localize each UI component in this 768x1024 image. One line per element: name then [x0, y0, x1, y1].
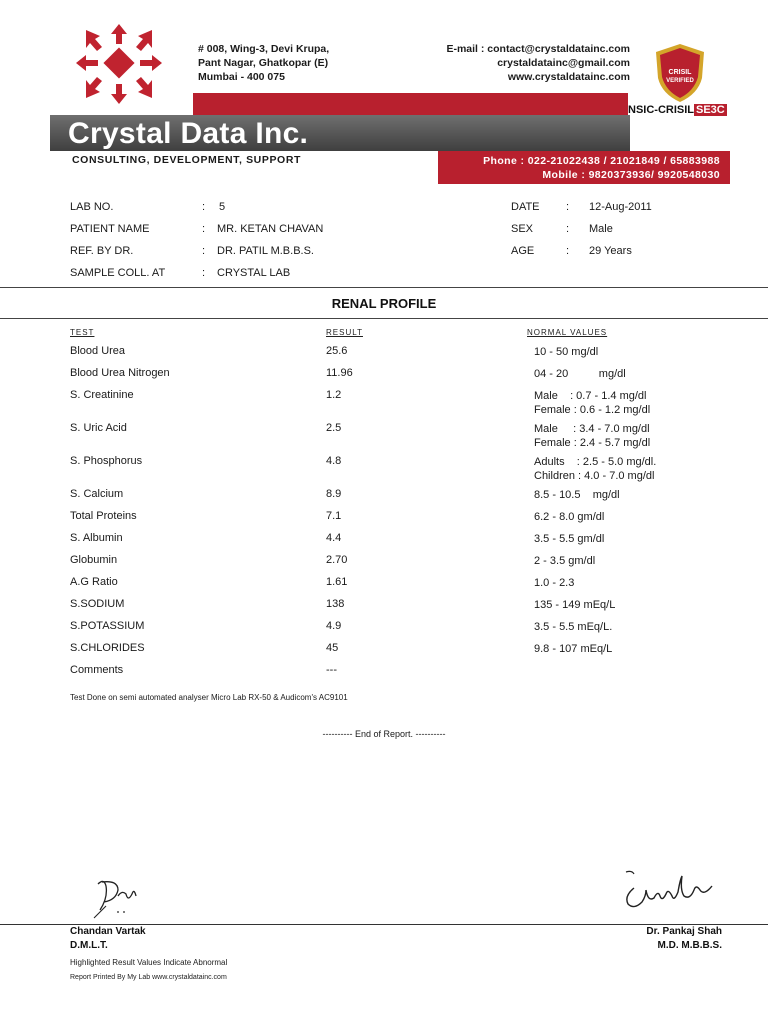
nsic-label: NSIC-CRISIL: [628, 104, 694, 116]
test-name: S. Creatinine: [70, 389, 134, 401]
test-result: 8.9: [326, 488, 342, 500]
left-signatory-name: Chandan Vartak: [70, 926, 146, 937]
test-result: 138: [326, 598, 345, 610]
header-red-band: [193, 93, 628, 115]
contact-email: E-mail : contact@crystaldatainc.com: [446, 43, 630, 55]
letterhead: [50, 18, 730, 184]
separator: :: [202, 201, 206, 213]
normal-range: 3.5 - 5.5 gm/dl: [534, 533, 605, 545]
separator: :: [566, 245, 570, 257]
separator: :: [202, 223, 206, 235]
test-result: 25.6: [326, 345, 348, 357]
normal-range: 04 - 20 mg/dl: [534, 368, 626, 380]
column-header-test: TEST: [70, 328, 95, 337]
normal-range: Adults : 2.5 - 5.0 mg/dl. Children : 4.0 - 7.0 mg/dl: [534, 456, 657, 482]
age-label: AGE: [511, 245, 535, 257]
end-of-report: ---------- End of Report. ----------: [322, 729, 446, 739]
address-line: Mumbai - 400 075: [198, 71, 285, 83]
lab-no-label: LAB NO.: [70, 201, 114, 213]
patient-name-value: MR. KETAN CHAVAN: [217, 223, 324, 235]
test-name: Total Proteins: [70, 510, 137, 522]
test-name: Blood Urea: [70, 345, 126, 357]
signature-pankaj-shah: [620, 866, 720, 914]
phone-numbers: Phone : 022-21022438 / 21021849 / 65883988: [483, 155, 720, 167]
test-result: 1.2: [326, 389, 342, 401]
sample-coll-label: SAMPLE COLL. AT: [70, 267, 166, 279]
normal-range: 135 - 149 mEq/L: [534, 599, 616, 611]
test-name: S.CHLORIDES: [70, 642, 145, 654]
sample-coll-value: CRYSTAL LAB: [217, 267, 291, 279]
test-result: 4.8: [326, 455, 342, 467]
lab-no-value: 5: [219, 201, 226, 213]
sex-label: SEX: [511, 223, 534, 235]
phone-box: [438, 151, 730, 184]
test-result: 4.9: [326, 620, 342, 632]
test-name: Blood Urea Nitrogen: [70, 367, 170, 379]
age-value: 29 Years: [589, 245, 632, 257]
patient-name-label: PATIENT NAME: [70, 223, 150, 235]
test-result: 2.5: [326, 422, 342, 434]
test-name: S.POTASSIUM: [70, 620, 145, 632]
normal-range: 1.0 - 2.3: [534, 577, 575, 589]
test-name: S. Phosphorus: [70, 455, 143, 467]
normal-range: Male : 3.4 - 7.0 mg/dl Female : 2.4 - 5.7 mg/dl: [534, 423, 651, 449]
company-contact: [446, 42, 630, 84]
date-value: 12-Aug-2011: [589, 201, 652, 213]
nsic-grade: SE3C: [696, 104, 725, 116]
separator: :: [566, 223, 570, 235]
crisil-verified-badge: [652, 42, 708, 104]
left-signatory-qualification: D.M.L.T.: [70, 940, 108, 951]
svg-text:CRISIL: CRISIL: [668, 69, 692, 76]
address-line: # 008, Wing-3, Devi Krupa,: [198, 43, 330, 55]
nsic-rating: [628, 104, 730, 120]
address-line: Pant Nagar, Ghatkopar (E): [198, 57, 329, 69]
normal-range: 6.2 - 8.0 gm/dl: [534, 511, 605, 523]
right-signatory-qualification: M.D. M.B.B.S.: [657, 940, 722, 951]
normal-range: 2 - 3.5 gm/dl: [534, 555, 596, 567]
test-name: S. Albumin: [70, 532, 123, 544]
svg-text:VERIFIED: VERIFIED: [666, 78, 694, 84]
contact-email-alt: crystaldatainc@gmail.com: [497, 57, 630, 69]
normal-range: 3.5 - 5.5 mEq/L.: [534, 621, 613, 633]
signature-chandan-vartak: [88, 876, 148, 922]
test-result: 4.4: [326, 532, 342, 544]
company-tagline: CONSULTING, DEVELOPMENT, SUPPORT: [72, 154, 302, 166]
footer-divider: [0, 924, 768, 925]
report-title: RENAL PROFILE: [331, 296, 437, 311]
test-name: S.SODIUM: [70, 598, 125, 610]
sex-value: Male: [589, 223, 613, 235]
column-header-normal-values: NORMAL VALUES: [527, 328, 608, 337]
company-logo: [72, 22, 168, 106]
separator: :: [566, 201, 570, 213]
company-name: Crystal Data Inc.: [68, 117, 309, 150]
test-name: Globumin: [70, 554, 118, 566]
date-label: DATE: [511, 201, 540, 213]
test-name: S. Uric Acid: [70, 422, 127, 434]
separator: :: [202, 245, 206, 257]
test-result: 2.70: [326, 554, 348, 566]
normal-range: 8.5 - 10.5 mg/dl: [534, 489, 620, 501]
test-result: ---: [326, 664, 337, 676]
normal-range: 9.8 - 107 mEq/L: [534, 643, 613, 655]
test-result: 1.61: [326, 576, 348, 588]
contact-website: www.crystaldatainc.com: [507, 71, 630, 83]
analyser-note: Test Done on semi automated analyser Micro Lab RX-50 & Audicom's AC9101: [70, 693, 348, 702]
divider: [0, 318, 768, 319]
normal-range: 10 - 50 mg/dl: [534, 346, 599, 358]
test-name: A.G Ratio: [70, 576, 118, 588]
ref-by-label: REF. BY DR.: [70, 245, 134, 257]
normal-range: Male : 0.7 - 1.4 mg/dl Female : 0.6 - 1.2 mg/dl: [534, 390, 651, 416]
test-name: S. Calcium: [70, 488, 124, 500]
test-result: 11.96: [326, 367, 353, 379]
column-header-result: RESULT: [326, 328, 363, 337]
separator: :: [202, 267, 206, 279]
highlight-note: Highlighted Result Values Indicate Abnormal: [70, 958, 228, 967]
divider: [0, 287, 768, 288]
company-address: [198, 42, 329, 84]
test-result: 45: [326, 642, 339, 654]
ref-by-value: DR. PATIL M.B.B.S.: [217, 245, 314, 257]
printed-by-note: Report Printed By My Lab www.crystaldatainc.com: [70, 974, 227, 981]
test-result: 7.1: [326, 510, 342, 522]
test-name: Comments: [70, 664, 124, 676]
mobile-numbers: Mobile : 9820373936/ 9920548030: [542, 169, 720, 181]
right-signatory-name: Dr. Pankaj Shah: [646, 926, 722, 937]
